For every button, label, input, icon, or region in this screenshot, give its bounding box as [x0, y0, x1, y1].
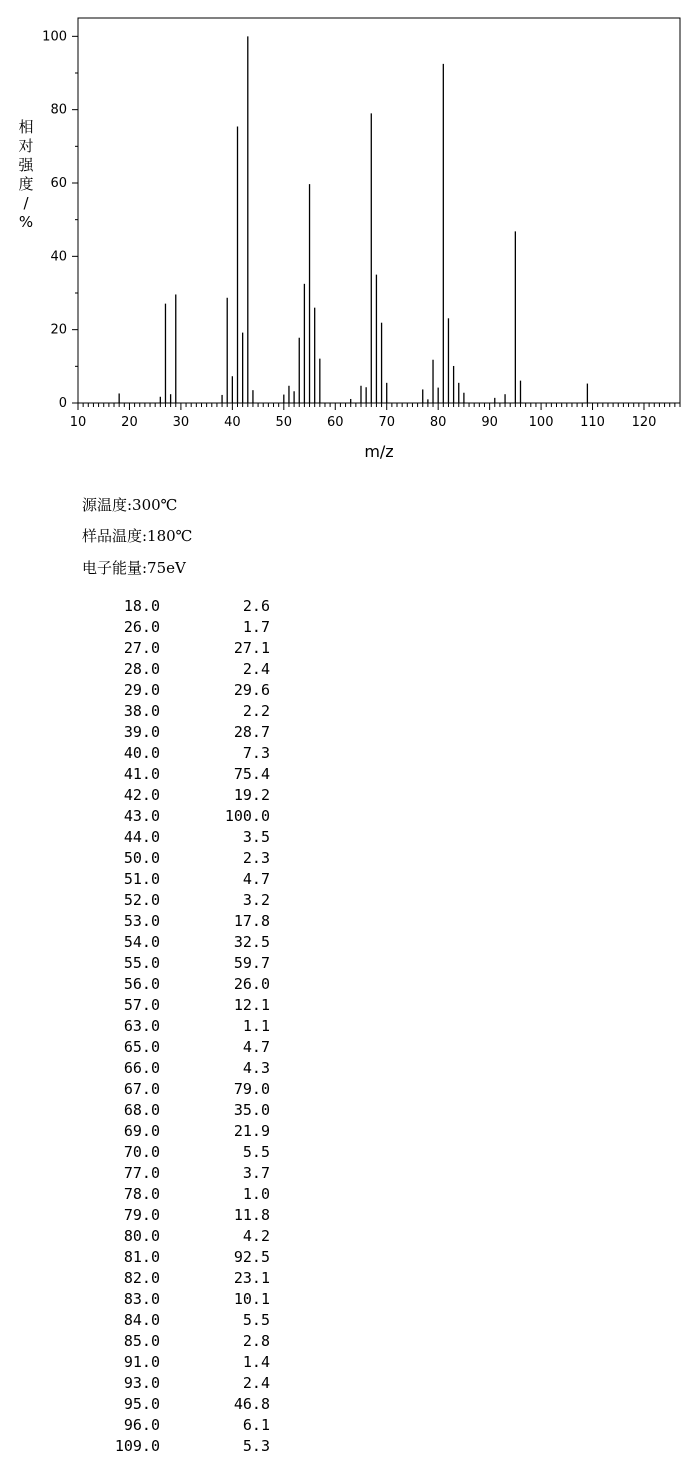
abundance-value: 1.1	[242, 1017, 270, 1035]
x-axis-label: m/z	[364, 442, 394, 461]
abundance-value: 4.3	[242, 1059, 270, 1077]
abundance-value: 2.8	[242, 1332, 270, 1350]
mass-spectrum-chart	[0, 0, 687, 470]
x-tick-label: 20	[121, 415, 138, 430]
peaks-group	[119, 36, 587, 403]
mz-value: 84.0	[123, 1311, 160, 1329]
abundance-value: 6.1	[242, 1416, 270, 1434]
abundance-value: 27.1	[233, 639, 270, 657]
mz-value: 52.0	[123, 891, 160, 909]
plot-frame	[78, 18, 680, 403]
abundance-value: 1.7	[242, 618, 270, 636]
table-row	[100, 1268, 270, 1289]
y-axis-label: 相对强度/ %	[18, 118, 34, 231]
mz-value: 27.0	[123, 639, 160, 657]
x-tick-label: 30	[172, 415, 190, 430]
table-row	[100, 932, 270, 953]
x-tick-label: 90	[481, 415, 498, 430]
table-row	[100, 848, 270, 869]
abundance-value: 2.4	[242, 660, 270, 678]
x-tick-label: 110	[580, 415, 605, 430]
x-tick-label: 80	[429, 415, 447, 430]
abundance-value: 5.5	[242, 1143, 270, 1161]
y-tick-label: 40	[50, 249, 67, 265]
abundance-value: 75.4	[233, 765, 270, 783]
mz-value: 28.0	[123, 660, 160, 678]
table-row	[100, 1373, 270, 1394]
abundance-value: 2.6	[242, 597, 270, 615]
table-row	[100, 1226, 270, 1247]
mz-value: 55.0	[123, 954, 160, 972]
table-row	[100, 1079, 270, 1100]
source-temperature: 源温度:300℃	[82, 496, 178, 514]
table-row	[100, 1184, 270, 1205]
mz-value: 18.0	[123, 597, 160, 615]
abundance-value: 1.0	[242, 1185, 270, 1203]
table-row	[100, 743, 270, 764]
table-row	[100, 659, 270, 680]
mz-value: 41.0	[123, 765, 160, 783]
mz-value: 54.0	[123, 933, 160, 951]
y-tick-label: 80	[50, 102, 67, 118]
mz-value: 42.0	[123, 786, 160, 804]
x-tick-label: 70	[378, 415, 395, 430]
abundance-value: 35.0	[233, 1101, 270, 1119]
abundance-value: 4.7	[242, 1038, 270, 1056]
mz-value: 85.0	[123, 1332, 160, 1350]
mz-value: 29.0	[123, 681, 160, 699]
mz-value: 43.0	[123, 807, 160, 825]
mz-value: 68.0	[123, 1101, 160, 1119]
x-tick-label: 10	[69, 415, 87, 430]
table-row	[100, 1016, 270, 1037]
abundance-value: 26.0	[233, 975, 270, 993]
table-row	[100, 764, 270, 785]
table-row	[100, 1142, 270, 1163]
x-tick-label: 120	[631, 415, 657, 430]
table-row	[100, 890, 270, 911]
mz-value: 82.0	[123, 1269, 160, 1287]
mz-value: 83.0	[123, 1290, 160, 1308]
mz-value: 65.0	[123, 1038, 160, 1056]
table-row	[100, 806, 270, 827]
table-row	[100, 1100, 270, 1121]
table-row	[100, 701, 270, 722]
mz-value: 63.0	[123, 1017, 160, 1035]
mz-value: 78.0	[123, 1185, 160, 1203]
y-tick-label: 0	[58, 396, 67, 411]
y-tick-label: 100	[42, 29, 67, 45]
table-row	[100, 827, 270, 848]
mz-value: 96.0	[123, 1416, 160, 1434]
abundance-value: 2.3	[242, 849, 270, 867]
table-row	[100, 869, 270, 890]
table-row	[100, 1247, 270, 1268]
x-tick-label: 50	[275, 415, 293, 430]
abundance-value: 19.2	[233, 786, 270, 804]
mz-value: 81.0	[123, 1248, 160, 1266]
abundance-value: 46.8	[233, 1395, 270, 1413]
table-row	[100, 638, 270, 659]
abundance-value: 4.2	[242, 1227, 270, 1245]
table-row	[100, 785, 270, 806]
abundance-value: 3.5	[242, 828, 270, 846]
mz-value: 44.0	[123, 828, 160, 846]
abundance-value: 10.1	[233, 1290, 270, 1308]
mz-value: 53.0	[123, 912, 160, 930]
table-row	[100, 974, 270, 995]
mz-value: 50.0	[123, 849, 160, 867]
table-row	[100, 1436, 270, 1457]
abundance-value: 2.4	[242, 1374, 270, 1392]
abundance-value: 2.2	[242, 702, 270, 720]
table-row	[100, 1205, 270, 1226]
x-tick-label: 60	[326, 415, 344, 430]
mz-value: 80.0	[123, 1227, 160, 1245]
x-tick-label: 40	[224, 415, 241, 430]
table-row	[100, 617, 270, 638]
table-row	[100, 995, 270, 1016]
abundance-value: 29.6	[233, 681, 270, 699]
abundance-value: 5.5	[242, 1311, 270, 1329]
mz-value: 66.0	[123, 1059, 160, 1077]
mz-value: 69.0	[123, 1122, 160, 1140]
mz-value: 67.0	[123, 1080, 160, 1098]
mz-value: 95.0	[123, 1395, 160, 1413]
abundance-value: 79.0	[233, 1080, 270, 1098]
abundance-value: 92.5	[233, 1248, 270, 1266]
sample-temperature: 样品温度:180℃	[82, 527, 193, 545]
abundance-value: 3.7	[242, 1164, 270, 1182]
abundance-value: 1.4	[242, 1353, 270, 1371]
table-row	[100, 1058, 270, 1079]
mz-value: 93.0	[123, 1374, 160, 1392]
table-row	[100, 1415, 270, 1436]
table-row	[100, 1163, 270, 1184]
mz-value: 26.0	[123, 618, 160, 636]
mz-value: 77.0	[123, 1164, 160, 1182]
abundance-value: 21.9	[233, 1122, 270, 1140]
abundance-value: 11.8	[233, 1206, 270, 1224]
table-row	[100, 722, 270, 743]
mz-value: 70.0	[123, 1143, 160, 1161]
table-row	[100, 953, 270, 974]
table-row	[100, 1394, 270, 1415]
mz-value: 40.0	[123, 744, 160, 762]
abundance-value: 28.7	[233, 723, 270, 741]
table-row	[100, 1289, 270, 1310]
table-row	[100, 680, 270, 701]
table-row	[100, 1331, 270, 1352]
mz-value: 79.0	[123, 1206, 160, 1224]
abundance-value: 100.0	[224, 807, 270, 825]
mz-value: 109.0	[114, 1437, 160, 1455]
abundance-value: 59.7	[233, 954, 270, 972]
mz-value: 51.0	[123, 870, 160, 888]
table-row	[100, 596, 270, 617]
abundance-value: 5.3	[242, 1437, 270, 1455]
abundance-value: 12.1	[233, 996, 270, 1014]
y-tick-label: 20	[50, 322, 67, 338]
table-row	[100, 1037, 270, 1058]
abundance-value: 7.3	[242, 744, 270, 762]
peak-table	[100, 596, 270, 1457]
mz-value: 38.0	[123, 702, 160, 720]
mz-value: 91.0	[123, 1353, 160, 1371]
abundance-value: 4.7	[242, 870, 270, 888]
table-row	[100, 1121, 270, 1142]
abundance-value: 3.2	[242, 891, 270, 909]
mz-value: 39.0	[123, 723, 160, 741]
x-tick-label: 100	[528, 415, 554, 430]
table-row	[100, 1352, 270, 1373]
table-row	[100, 911, 270, 932]
x-axis	[70, 403, 680, 430]
abundance-value: 32.5	[233, 933, 270, 951]
abundance-value: 23.1	[233, 1269, 270, 1287]
y-axis	[42, 29, 78, 411]
abundance-value: 17.8	[233, 912, 270, 930]
table-row	[100, 1310, 270, 1331]
electron-energy: 电子能量:75eV	[82, 559, 186, 577]
mz-value: 57.0	[123, 996, 160, 1014]
y-tick-label: 60	[50, 176, 67, 191]
mz-value: 56.0	[123, 975, 160, 993]
